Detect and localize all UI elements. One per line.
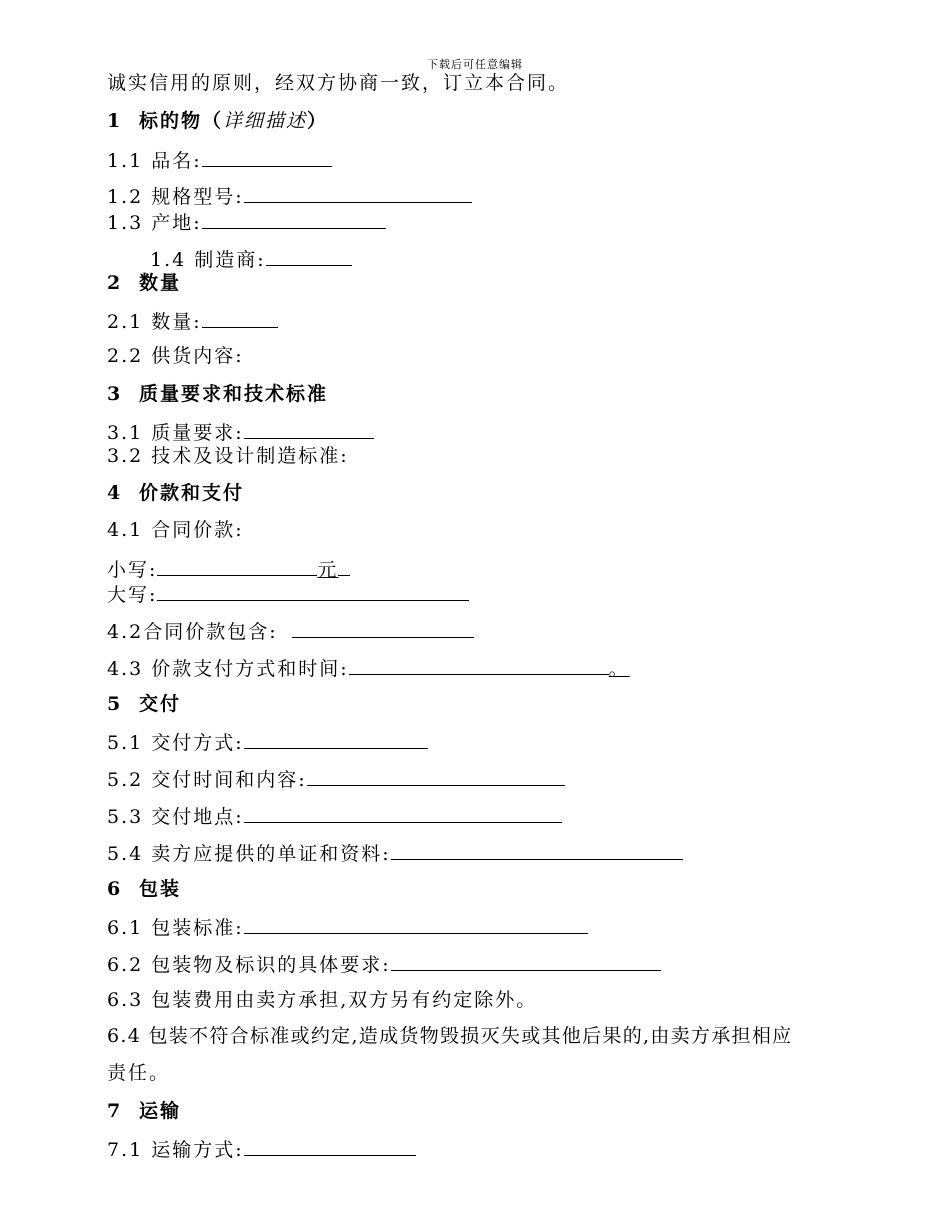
header-note: 下载后可任意编辑: [427, 58, 523, 71]
field-label: 1.2 规格型号:: [107, 186, 244, 208]
period-mark: 。: [608, 658, 630, 680]
amount-tail-blank: [338, 555, 350, 576]
section-1-heading: [107, 108, 328, 134]
field-amount-lowercase: [107, 555, 350, 583]
field-label: 1.3 产地:: [107, 212, 202, 234]
quantity-blank[interactable]: [202, 307, 278, 328]
field-delivery-place: [107, 802, 562, 830]
delivery-time-blank[interactable]: [307, 765, 565, 786]
origin-blank[interactable]: [202, 208, 386, 229]
clause-6-3: 6.3 包装费用由卖方承担,双方另有约定除外。: [107, 989, 538, 1011]
field-label: 2.1 数量:: [107, 311, 202, 333]
section-number: 3: [107, 383, 123, 405]
field-amount-uppercase: [107, 580, 469, 608]
field-product-name: [107, 146, 332, 174]
field-tech-standard: 3.2 技术及设计制造标准:: [107, 445, 349, 467]
field-label: 7.1 运输方式:: [107, 1139, 244, 1161]
field-label: 5.4 卖方应提供的单证和资料:: [107, 843, 391, 865]
field-label: 1.4 制造商:: [150, 249, 266, 271]
section-title: 价款和支付: [139, 482, 245, 504]
field-label: 大写:: [107, 584, 158, 606]
section-title: 数量: [139, 272, 182, 294]
field-label: 5.1 交付方式:: [107, 732, 244, 754]
price-includes-blank[interactable]: [292, 617, 474, 638]
field-label: 4.2合同价款包含:: [107, 621, 278, 643]
section-title: 质量要求和技术标准: [139, 383, 329, 405]
section-title: 运输: [139, 1100, 182, 1122]
field-payment-method: [107, 654, 630, 682]
delivery-place-blank[interactable]: [244, 802, 562, 823]
delivery-method-blank[interactable]: [244, 728, 428, 749]
section-title: 包装: [139, 878, 182, 900]
field-label: 小写:: [107, 559, 158, 581]
field-quantity: [107, 307, 278, 335]
field-packaging-standard: [107, 913, 588, 941]
field-label: 4.3 价款支付方式和时间:: [107, 658, 349, 680]
section-number: 7: [107, 1100, 123, 1122]
quality-requirement-blank[interactable]: [244, 418, 374, 439]
section-number: 6: [107, 878, 123, 900]
product-name-blank[interactable]: [202, 146, 332, 167]
field-delivery-time: [107, 765, 565, 793]
field-delivery-method: [107, 728, 428, 756]
field-packaging-requirements: [107, 950, 661, 978]
field-label: 6.1 包装标准:: [107, 917, 244, 939]
field-origin: [107, 208, 386, 236]
currency-unit: 元: [317, 559, 339, 581]
intro-text: 诚实信用的原则，经双方协商一致，订立本合同。: [107, 72, 570, 94]
payment-method-blank[interactable]: [349, 654, 609, 675]
manufacturer-blank[interactable]: [266, 245, 352, 266]
field-label: 5.3 交付地点:: [107, 806, 244, 828]
section-number: 5: [107, 693, 123, 715]
transport-method-blank[interactable]: [244, 1135, 416, 1156]
field-contract-price: 4.1 合同价款:: [107, 519, 244, 541]
field-spec-model: [107, 182, 472, 210]
section-title: 交付: [139, 693, 182, 715]
section-number: 4: [107, 482, 123, 504]
section-5-heading: [107, 691, 181, 717]
field-label: 3.1 质量要求:: [107, 422, 244, 444]
section-number: 2: [107, 272, 123, 294]
field-price-includes: [107, 617, 474, 645]
field-label: 1.1 品名:: [107, 150, 202, 172]
field-quality-requirement: [107, 418, 374, 446]
section-7-heading: [107, 1098, 181, 1124]
section-number: 1: [107, 110, 123, 132]
documents-blank[interactable]: [391, 839, 683, 860]
section-6-heading: [107, 876, 181, 902]
field-transport-method: [107, 1135, 416, 1163]
section-3-heading: [107, 381, 328, 407]
section-title-end: ）: [307, 110, 329, 132]
clause-6-4-line-2: 责任。: [107, 1062, 171, 1084]
section-2-heading: [107, 270, 181, 296]
field-documents: [107, 839, 683, 867]
spec-model-blank[interactable]: [244, 182, 472, 203]
clause-6-4-line-1: 6.4 包装不符合标准或约定,造成货物毁损灭失或其他后果的,由卖方承担相应: [107, 1025, 793, 1047]
amount-lowercase-blank[interactable]: [157, 555, 317, 576]
packaging-standard-blank[interactable]: [244, 913, 588, 934]
packaging-requirements-blank[interactable]: [391, 950, 661, 971]
field-manufacturer: [150, 245, 352, 273]
section-4-heading: [107, 480, 244, 506]
field-label: 5.2 交付时间和内容:: [107, 769, 307, 791]
section-title: 标的物（: [139, 110, 224, 132]
section-title-emphasis: 详细描述: [223, 110, 308, 132]
field-label: 6.2 包装物及标识的具体要求:: [107, 954, 391, 976]
field-supply-content: 2.2 供货内容:: [107, 345, 244, 367]
amount-uppercase-blank[interactable]: [157, 580, 469, 601]
